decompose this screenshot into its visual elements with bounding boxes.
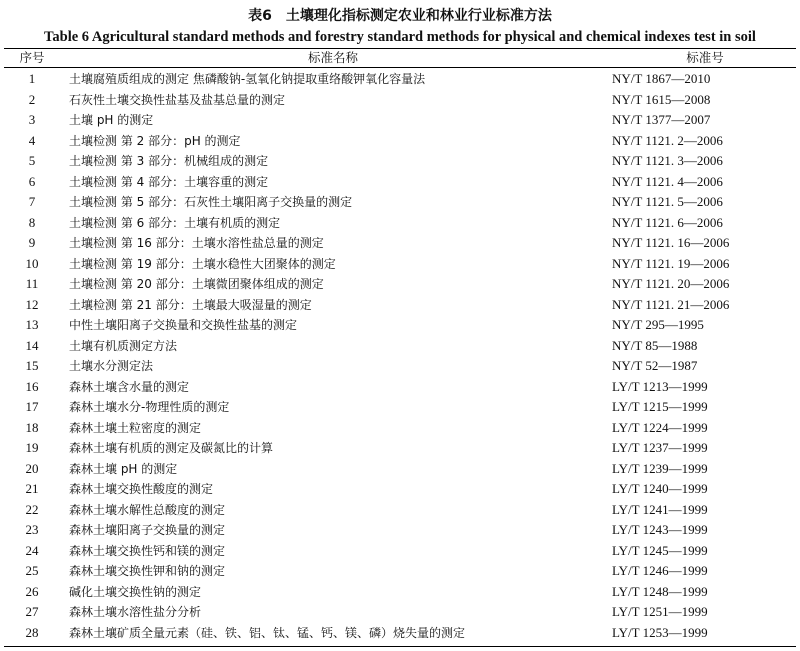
standard-code: LY/T 1224—1999	[612, 419, 708, 435]
standard-code: NY/T 52—1987	[612, 358, 698, 373]
standard-code: NY/T 1121. 6—2006	[612, 214, 723, 230]
standard-name: 土壤检测 第 5 部分：石灰性土壤阳离子交换量的测定	[69, 195, 353, 209]
table-row	[0, 90, 800, 111]
table-row	[0, 561, 800, 582]
standard-code: NY/T 295—1995	[612, 317, 704, 332]
standard-code: NY/T 1121. 2—2006	[612, 132, 723, 148]
standard-name: 土壤 pH 的测定	[69, 113, 154, 127]
table-row	[0, 500, 800, 521]
standard-name: 森林土壤含水量的测定	[69, 379, 190, 394]
standard-code: LY/T 1213—1999	[612, 378, 708, 394]
table-body	[0, 69, 800, 643]
row-number: 20	[25, 460, 39, 476]
table-caption-chinese: 表6 土壤理化指标测定农业和林业行业标准方法	[248, 8, 552, 24]
standard-code: NY/T 1121. 5—2006	[612, 194, 723, 209]
standard-code: LY/T 1241—1999	[612, 501, 708, 517]
row-number: 5	[28, 153, 36, 168]
row-number: 17	[25, 399, 39, 414]
row-number: 3	[28, 112, 36, 127]
table-row	[0, 397, 800, 418]
row-number: 28	[25, 624, 39, 640]
standard-name: 土壤检测 第 2 部分：pH 的测定	[69, 133, 241, 148]
row-number: 9	[28, 235, 36, 250]
table-row	[0, 623, 800, 644]
table-header-rule	[4, 67, 796, 68]
standard-name: 土壤有机质测定方法	[69, 338, 178, 353]
table-bottom-rule	[4, 646, 796, 647]
standard-code: LY/T 1246—1999	[612, 563, 708, 578]
table-row	[0, 438, 800, 459]
standard-name: 森林土壤交换性钙和镁的测定	[69, 543, 226, 558]
standard-name: 森林土壤土粒密度的测定	[69, 420, 202, 435]
standard-code: NY/T 1121. 19—2006	[612, 255, 730, 271]
row-number: 1	[28, 71, 36, 86]
standard-name: 土壤检测 第 16 部分：土壤水溶性盐总量的测定	[69, 236, 324, 250]
table-row	[0, 172, 800, 193]
row-number: 19	[25, 440, 39, 455]
standard-name: 土壤检测 第 21 部分：土壤最大吸湿量的测定	[69, 297, 312, 312]
standard-code: NY/T 1121. 3—2006	[612, 153, 723, 168]
standard-name: 土壤检测 第 4 部分：土壤容重的测定	[69, 174, 269, 189]
table-row	[0, 110, 800, 131]
header-standard-name: 标准名称	[307, 50, 358, 65]
standard-name: 土壤检测 第 19 部分：土壤水稳性大团聚体的测定	[69, 256, 336, 271]
standard-name: 森林土壤有机质的测定及碳氮比的计算	[69, 441, 274, 455]
row-number: 12	[25, 296, 39, 312]
row-number: 22	[25, 501, 39, 517]
standard-name: 森林土壤交换性钾和钠的测定	[69, 564, 226, 578]
table-row	[0, 520, 800, 541]
standard-name: 森林土壤水解性总酸度的测定	[69, 502, 226, 517]
table-row	[0, 233, 800, 254]
table-row	[0, 213, 800, 234]
row-number: 25	[25, 563, 39, 578]
table-row	[0, 479, 800, 500]
row-number: 2	[28, 91, 36, 107]
table-row	[0, 602, 800, 623]
standard-name: 石灰性土壤交换性盐基及盐基总量的测定	[69, 92, 286, 107]
standard-name: 森林土壤阳离子交换量的测定	[69, 523, 226, 537]
table-row	[0, 459, 800, 480]
standard-code: LY/T 1243—1999	[612, 522, 708, 537]
row-number: 23	[25, 522, 39, 537]
row-number: 26	[25, 583, 39, 599]
header-standard-code: 标准号	[686, 50, 724, 65]
row-number: 16	[25, 378, 39, 394]
table-row	[0, 274, 800, 295]
standard-code: NY/T 85—1988	[612, 337, 698, 353]
table-caption-english: Table 6 Agricultural standard methods and forestry standard methods for physical and chemical indexes test in soil	[44, 29, 756, 45]
row-number: 11	[25, 276, 39, 291]
row-number: 21	[25, 481, 39, 496]
table-row	[0, 541, 800, 562]
row-number: 4	[28, 132, 36, 148]
table-row	[0, 192, 800, 213]
standard-name: 土壤腐殖质组成的测定 焦磷酸钠-氢氧化钠提取重络酸钾氧化容量法	[69, 72, 426, 86]
standard-code: LY/T 1251—1999	[612, 604, 708, 619]
standard-code: NY/T 1121. 20—2006	[612, 276, 730, 291]
standard-code: LY/T 1240—1999	[612, 481, 708, 496]
standard-name: 森林土壤水溶性盐分分析	[69, 605, 202, 619]
table-row	[0, 336, 800, 357]
header-number: 序号	[19, 50, 45, 65]
standard-code: LY/T 1237—1999	[612, 440, 708, 455]
standard-name: 森林土壤交换性酸度的测定	[69, 482, 214, 496]
standard-code: NY/T 1867—2010	[612, 71, 711, 86]
standard-code: LY/T 1253—1999	[612, 624, 708, 640]
standard-name: 土壤检测 第 3 部分：机械组成的测定	[69, 154, 269, 168]
row-number: 14	[25, 337, 39, 353]
table-row	[0, 582, 800, 603]
table-row	[0, 131, 800, 152]
row-number: 18	[25, 419, 39, 435]
table-row	[0, 418, 800, 439]
standard-code: NY/T 1121. 21—2006	[612, 296, 730, 312]
row-number: 15	[25, 358, 39, 373]
standard-code: NY/T 1615—2008	[612, 91, 711, 107]
row-number: 7	[28, 194, 36, 209]
standard-name: 中性土壤阳离子交换量和交换性盐基的测定	[69, 318, 298, 332]
standard-code: NY/T 1121. 4—2006	[612, 173, 723, 189]
row-number: 8	[28, 214, 36, 230]
row-number: 27	[25, 604, 39, 619]
standard-code: LY/T 1239—1999	[612, 460, 708, 476]
row-number: 13	[25, 317, 39, 332]
row-number: 10	[25, 255, 39, 271]
table-row	[0, 356, 800, 377]
standard-name: 土壤检测 第 20 部分：土壤微团聚体组成的测定	[69, 277, 324, 291]
standard-name: 森林土壤矿质全量元素（硅、铁、铝、钛、锰、钙、镁、磷）烧失量的测定	[69, 625, 466, 640]
table-row	[0, 315, 800, 336]
row-number: 24	[25, 542, 39, 558]
standard-name: 森林土壤水分-物理性质的测定	[69, 400, 230, 414]
standard-code: NY/T 1377—2007	[612, 112, 711, 127]
standard-name: 土壤水分测定法	[69, 359, 154, 373]
standard-code: LY/T 1215—1999	[612, 399, 708, 414]
table-row	[0, 254, 800, 275]
standard-code: LY/T 1248—1999	[612, 583, 708, 599]
standard-name: 森林土壤 pH 的测定	[69, 461, 178, 476]
table-row	[0, 151, 800, 172]
table-row	[0, 69, 800, 90]
table-row	[0, 377, 800, 398]
standard-code: NY/T 1121. 16—2006	[612, 235, 730, 250]
row-number: 6	[28, 173, 36, 189]
standard-name: 土壤检测 第 6 部分：土壤有机质的测定	[69, 215, 281, 230]
table-row	[0, 295, 800, 316]
standard-code: LY/T 1245—1999	[612, 542, 708, 558]
standard-name: 碱化土壤交换性钠的测定	[69, 584, 202, 599]
